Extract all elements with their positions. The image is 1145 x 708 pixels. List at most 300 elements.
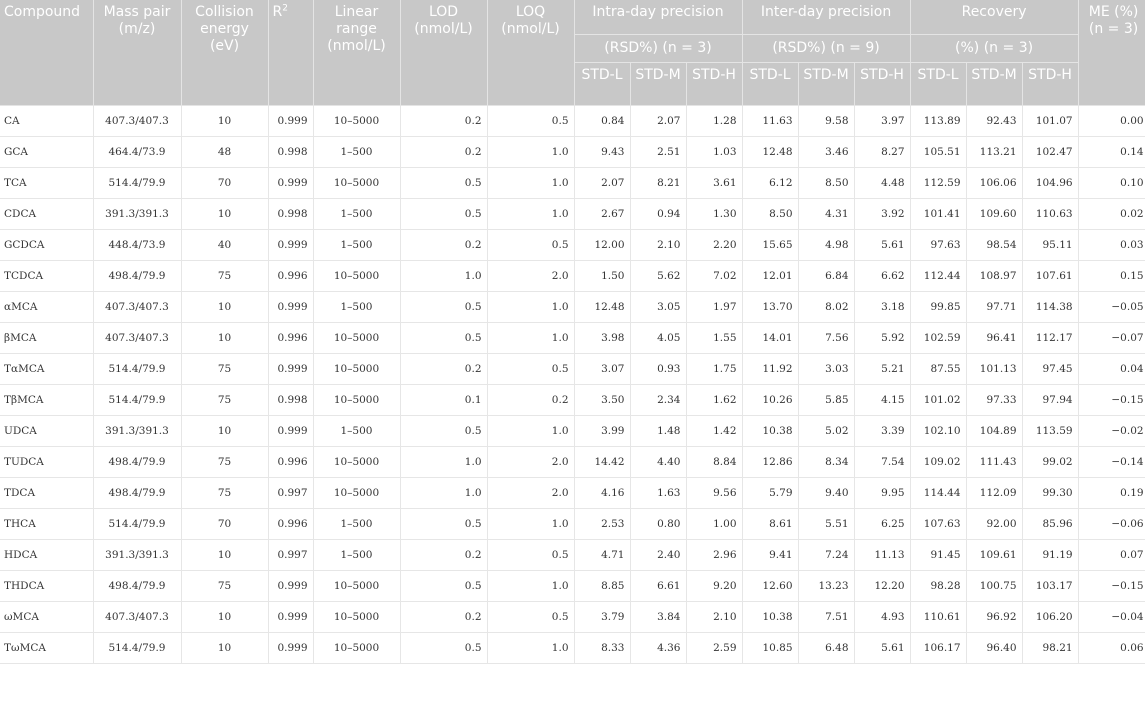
cell-recovery-std-l: 114.44 bbox=[910, 478, 966, 509]
cell-inter-std-m: 8.02 bbox=[798, 292, 854, 323]
cell-collision-energy: 75 bbox=[181, 385, 268, 416]
cell-intra-std-m: 4.05 bbox=[630, 323, 686, 354]
cell-inter-std-m: 6.48 bbox=[798, 633, 854, 664]
cell-recovery-std-m: 97.71 bbox=[966, 292, 1022, 323]
cell-recovery-std-m: 101.13 bbox=[966, 354, 1022, 385]
cell-me: 0.00 bbox=[1078, 106, 1145, 137]
cell-inter-std-l: 12.01 bbox=[742, 261, 798, 292]
header-inter-day: Inter-day precision bbox=[742, 0, 910, 35]
cell-me: 0.02 bbox=[1078, 199, 1145, 230]
cell-recovery-std-m: 92.00 bbox=[966, 509, 1022, 540]
cell-compound: CA bbox=[0, 106, 93, 137]
cell-compound: TUDCA bbox=[0, 447, 93, 478]
table-row bbox=[0, 199, 1145, 230]
cell-mass-pair: 407.3/407.3 bbox=[93, 292, 181, 323]
cell-recovery-std-m: 112.09 bbox=[966, 478, 1022, 509]
cell-linear-range: 1–500 bbox=[313, 540, 400, 571]
cell-intra-std-h: 1.28 bbox=[686, 106, 742, 137]
cell-intra-std-l: 2.67 bbox=[574, 199, 630, 230]
cell-me: −0.04 bbox=[1078, 602, 1145, 633]
cell-linear-range: 10–5000 bbox=[313, 571, 400, 602]
cell-inter-std-l: 12.86 bbox=[742, 447, 798, 478]
cell-inter-std-l: 11.63 bbox=[742, 106, 798, 137]
cell-intra-std-m: 2.40 bbox=[630, 540, 686, 571]
cell-loq: 1.0 bbox=[487, 323, 574, 354]
cell-compound: CDCA bbox=[0, 199, 93, 230]
cell-recovery-std-l: 107.63 bbox=[910, 509, 966, 540]
header-r-squared bbox=[268, 0, 313, 106]
cell-intra-std-m: 0.93 bbox=[630, 354, 686, 385]
cell-intra-std-l: 8.85 bbox=[574, 571, 630, 602]
cell-me: −0.06 bbox=[1078, 509, 1145, 540]
cell-inter-std-m: 9.58 bbox=[798, 106, 854, 137]
header-inter-std-m: STD-M bbox=[798, 63, 854, 106]
cell-inter-std-m: 8.34 bbox=[798, 447, 854, 478]
cell-r-squared: 0.996 bbox=[268, 509, 313, 540]
cell-mass-pair: 498.4/79.9 bbox=[93, 447, 181, 478]
cell-linear-range: 10–5000 bbox=[313, 633, 400, 664]
cell-linear-range: 10–5000 bbox=[313, 261, 400, 292]
cell-inter-std-h: 3.97 bbox=[854, 106, 910, 137]
cell-inter-std-h: 8.27 bbox=[854, 137, 910, 168]
cell-recovery-std-l: 113.89 bbox=[910, 106, 966, 137]
cell-lod: 0.5 bbox=[400, 571, 487, 602]
cell-collision-energy: 75 bbox=[181, 447, 268, 478]
cell-recovery-std-l: 109.02 bbox=[910, 447, 966, 478]
cell-me: 0.19 bbox=[1078, 478, 1145, 509]
cell-me: 0.06 bbox=[1078, 633, 1145, 664]
cell-collision-energy: 75 bbox=[181, 354, 268, 385]
cell-inter-std-l: 9.41 bbox=[742, 540, 798, 571]
cell-recovery-std-l: 112.59 bbox=[910, 168, 966, 199]
cell-r-squared: 0.999 bbox=[268, 633, 313, 664]
cell-me: −0.15 bbox=[1078, 385, 1145, 416]
cell-loq: 1.0 bbox=[487, 633, 574, 664]
cell-recovery-std-l: 98.28 bbox=[910, 571, 966, 602]
cell-compound: UDCA bbox=[0, 416, 93, 447]
header-inter-std-l: STD-L bbox=[742, 63, 798, 106]
cell-collision-energy: 70 bbox=[181, 168, 268, 199]
table-row bbox=[0, 168, 1145, 199]
cell-compound: αMCA bbox=[0, 292, 93, 323]
cell-inter-std-m: 3.03 bbox=[798, 354, 854, 385]
cell-me: −0.14 bbox=[1078, 447, 1145, 478]
cell-inter-std-h: 3.92 bbox=[854, 199, 910, 230]
cell-loq: 0.5 bbox=[487, 106, 574, 137]
cell-intra-std-m: 3.84 bbox=[630, 602, 686, 633]
cell-intra-std-l: 4.71 bbox=[574, 540, 630, 571]
cell-linear-range: 10–5000 bbox=[313, 323, 400, 354]
cell-linear-range: 1–500 bbox=[313, 230, 400, 261]
header-lod: LOD (nmol/L) bbox=[400, 0, 487, 106]
cell-intra-std-l: 12.00 bbox=[574, 230, 630, 261]
cell-inter-std-h: 6.62 bbox=[854, 261, 910, 292]
cell-intra-std-h: 1.42 bbox=[686, 416, 742, 447]
cell-linear-range: 10–5000 bbox=[313, 168, 400, 199]
cell-inter-std-h: 4.93 bbox=[854, 602, 910, 633]
cell-lod: 1.0 bbox=[400, 261, 487, 292]
cell-intra-std-m: 4.40 bbox=[630, 447, 686, 478]
cell-lod: 1.0 bbox=[400, 478, 487, 509]
cell-lod: 0.5 bbox=[400, 509, 487, 540]
cell-recovery-std-h: 99.02 bbox=[1022, 447, 1078, 478]
cell-mass-pair: 514.4/79.9 bbox=[93, 509, 181, 540]
cell-recovery-std-h: 97.45 bbox=[1022, 354, 1078, 385]
header-recovery-std-h: STD-H bbox=[1022, 63, 1078, 106]
cell-recovery-std-m: 109.60 bbox=[966, 199, 1022, 230]
cell-intra-std-l: 2.07 bbox=[574, 168, 630, 199]
cell-linear-range: 10–5000 bbox=[313, 354, 400, 385]
cell-r-squared: 0.999 bbox=[268, 106, 313, 137]
cell-recovery-std-m: 109.61 bbox=[966, 540, 1022, 571]
cell-loq: 1.0 bbox=[487, 137, 574, 168]
cell-intra-std-h: 1.03 bbox=[686, 137, 742, 168]
cell-recovery-std-l: 87.55 bbox=[910, 354, 966, 385]
cell-intra-std-h: 2.20 bbox=[686, 230, 742, 261]
table-row bbox=[0, 106, 1145, 137]
header-r2-sup: 2 bbox=[282, 3, 288, 14]
cell-intra-std-h: 9.56 bbox=[686, 478, 742, 509]
cell-recovery-std-h: 106.20 bbox=[1022, 602, 1078, 633]
cell-inter-std-h: 12.20 bbox=[854, 571, 910, 602]
cell-me: −0.02 bbox=[1078, 416, 1145, 447]
cell-collision-energy: 75 bbox=[181, 261, 268, 292]
cell-recovery-std-l: 101.41 bbox=[910, 199, 966, 230]
cell-r-squared: 0.999 bbox=[268, 354, 313, 385]
cell-recovery-std-m: 98.54 bbox=[966, 230, 1022, 261]
cell-intra-std-l: 3.99 bbox=[574, 416, 630, 447]
header-inter-std-h: STD-H bbox=[854, 63, 910, 106]
cell-inter-std-m: 7.51 bbox=[798, 602, 854, 633]
cell-compound: THDCA bbox=[0, 571, 93, 602]
cell-collision-energy: 10 bbox=[181, 416, 268, 447]
cell-intra-std-l: 0.84 bbox=[574, 106, 630, 137]
table-row bbox=[0, 602, 1145, 633]
cell-intra-std-m: 8.21 bbox=[630, 168, 686, 199]
cell-loq: 1.0 bbox=[487, 168, 574, 199]
cell-inter-std-h: 5.92 bbox=[854, 323, 910, 354]
header-intra-std-l: STD-L bbox=[574, 63, 630, 106]
cell-recovery-std-l: 112.44 bbox=[910, 261, 966, 292]
cell-mass-pair: 391.3/391.3 bbox=[93, 199, 181, 230]
cell-recovery-std-h: 99.30 bbox=[1022, 478, 1078, 509]
cell-intra-std-l: 9.43 bbox=[574, 137, 630, 168]
cell-inter-std-m: 4.98 bbox=[798, 230, 854, 261]
table-row bbox=[0, 540, 1145, 571]
table-row bbox=[0, 354, 1145, 385]
cell-loq: 1.0 bbox=[487, 571, 574, 602]
cell-intra-std-m: 0.94 bbox=[630, 199, 686, 230]
cell-intra-std-m: 6.61 bbox=[630, 571, 686, 602]
cell-intra-std-h: 9.20 bbox=[686, 571, 742, 602]
cell-me: 0.07 bbox=[1078, 540, 1145, 571]
cell-lod: 0.1 bbox=[400, 385, 487, 416]
cell-r-squared: 0.999 bbox=[268, 602, 313, 633]
header-inter-sub: (RSD%) (n = 9) bbox=[742, 35, 910, 63]
cell-inter-std-m: 4.31 bbox=[798, 199, 854, 230]
cell-r-squared: 0.999 bbox=[268, 416, 313, 447]
cell-compound: ωMCA bbox=[0, 602, 93, 633]
cell-inter-std-m: 7.56 bbox=[798, 323, 854, 354]
header-recovery-std-m: STD-M bbox=[966, 63, 1022, 106]
cell-inter-std-h: 5.61 bbox=[854, 633, 910, 664]
cell-lod: 0.5 bbox=[400, 168, 487, 199]
cell-compound: βMCA bbox=[0, 323, 93, 354]
cell-inter-std-l: 11.92 bbox=[742, 354, 798, 385]
cell-lod: 0.2 bbox=[400, 540, 487, 571]
cell-linear-range: 1–500 bbox=[313, 509, 400, 540]
cell-intra-std-m: 1.48 bbox=[630, 416, 686, 447]
table-body bbox=[0, 106, 1145, 664]
header-r2-base: R bbox=[272, 4, 283, 20]
table-row bbox=[0, 509, 1145, 540]
cell-r-squared: 0.999 bbox=[268, 230, 313, 261]
cell-mass-pair: 464.4/73.9 bbox=[93, 137, 181, 168]
header-mass-pair: Mass pair (m/z) bbox=[93, 0, 181, 106]
cell-mass-pair: 407.3/407.3 bbox=[93, 602, 181, 633]
cell-collision-energy: 10 bbox=[181, 540, 268, 571]
cell-collision-energy: 40 bbox=[181, 230, 268, 261]
cell-intra-std-m: 5.62 bbox=[630, 261, 686, 292]
table-row bbox=[0, 416, 1145, 447]
table-row bbox=[0, 137, 1145, 168]
cell-inter-std-l: 8.50 bbox=[742, 199, 798, 230]
cell-compound: TCDCA bbox=[0, 261, 93, 292]
cell-collision-energy: 10 bbox=[181, 292, 268, 323]
cell-intra-std-h: 7.02 bbox=[686, 261, 742, 292]
cell-recovery-std-l: 106.17 bbox=[910, 633, 966, 664]
cell-intra-std-l: 1.50 bbox=[574, 261, 630, 292]
cell-intra-std-m: 2.07 bbox=[630, 106, 686, 137]
cell-recovery-std-h: 101.07 bbox=[1022, 106, 1078, 137]
cell-collision-energy: 10 bbox=[181, 323, 268, 354]
cell-inter-std-h: 6.25 bbox=[854, 509, 910, 540]
cell-loq: 0.5 bbox=[487, 354, 574, 385]
table-row bbox=[0, 385, 1145, 416]
cell-inter-std-l: 12.48 bbox=[742, 137, 798, 168]
cell-intra-std-m: 2.34 bbox=[630, 385, 686, 416]
cell-intra-std-l: 3.50 bbox=[574, 385, 630, 416]
cell-intra-std-m: 0.80 bbox=[630, 509, 686, 540]
cell-me: 0.14 bbox=[1078, 137, 1145, 168]
cell-intra-std-m: 3.05 bbox=[630, 292, 686, 323]
header-loq: LOQ (nmol/L) bbox=[487, 0, 574, 106]
table-row bbox=[0, 261, 1145, 292]
cell-me: 0.04 bbox=[1078, 354, 1145, 385]
cell-collision-energy: 10 bbox=[181, 199, 268, 230]
cell-inter-std-l: 10.38 bbox=[742, 416, 798, 447]
header-recovery: Recovery bbox=[910, 0, 1078, 35]
cell-inter-std-h: 5.21 bbox=[854, 354, 910, 385]
table-row bbox=[0, 447, 1145, 478]
cell-r-squared: 0.999 bbox=[268, 571, 313, 602]
cell-lod: 0.5 bbox=[400, 416, 487, 447]
cell-compound: GCDCA bbox=[0, 230, 93, 261]
table-row bbox=[0, 292, 1145, 323]
cell-loq: 2.0 bbox=[487, 478, 574, 509]
cell-inter-std-h: 4.15 bbox=[854, 385, 910, 416]
cell-inter-std-h: 11.13 bbox=[854, 540, 910, 571]
cell-loq: 0.5 bbox=[487, 540, 574, 571]
header-intra-std-m: STD-M bbox=[630, 63, 686, 106]
cell-inter-std-m: 9.40 bbox=[798, 478, 854, 509]
cell-mass-pair: 391.3/391.3 bbox=[93, 416, 181, 447]
cell-intra-std-m: 2.51 bbox=[630, 137, 686, 168]
cell-recovery-std-h: 114.38 bbox=[1022, 292, 1078, 323]
table-row bbox=[0, 633, 1145, 664]
cell-intra-std-h: 1.00 bbox=[686, 509, 742, 540]
cell-intra-std-l: 4.16 bbox=[574, 478, 630, 509]
table-row bbox=[0, 478, 1145, 509]
cell-linear-range: 10–5000 bbox=[313, 602, 400, 633]
cell-lod: 0.5 bbox=[400, 292, 487, 323]
cell-loq: 1.0 bbox=[487, 416, 574, 447]
cell-intra-std-m: 1.63 bbox=[630, 478, 686, 509]
cell-recovery-std-h: 104.96 bbox=[1022, 168, 1078, 199]
cell-inter-std-m: 13.23 bbox=[798, 571, 854, 602]
cell-loq: 0.5 bbox=[487, 602, 574, 633]
cell-inter-std-m: 6.84 bbox=[798, 261, 854, 292]
cell-intra-std-h: 1.55 bbox=[686, 323, 742, 354]
table-row bbox=[0, 230, 1145, 261]
cell-lod: 0.5 bbox=[400, 199, 487, 230]
cell-compound: THCA bbox=[0, 509, 93, 540]
cell-intra-std-h: 2.10 bbox=[686, 602, 742, 633]
cell-recovery-std-m: 96.92 bbox=[966, 602, 1022, 633]
cell-inter-std-m: 8.50 bbox=[798, 168, 854, 199]
cell-inter-std-m: 5.02 bbox=[798, 416, 854, 447]
cell-r-squared: 0.998 bbox=[268, 385, 313, 416]
table-row bbox=[0, 323, 1145, 354]
header-recovery-sub: (%) (n = 3) bbox=[910, 35, 1078, 63]
cell-recovery-std-l: 97.63 bbox=[910, 230, 966, 261]
cell-intra-std-m: 4.36 bbox=[630, 633, 686, 664]
cell-compound: TαMCA bbox=[0, 354, 93, 385]
cell-compound: TωMCA bbox=[0, 633, 93, 664]
cell-inter-std-h: 7.54 bbox=[854, 447, 910, 478]
header-intra-std-h: STD-H bbox=[686, 63, 742, 106]
cell-intra-std-h: 1.97 bbox=[686, 292, 742, 323]
cell-inter-std-l: 10.26 bbox=[742, 385, 798, 416]
cell-lod: 0.2 bbox=[400, 230, 487, 261]
cell-lod: 0.2 bbox=[400, 106, 487, 137]
cell-linear-range: 10–5000 bbox=[313, 385, 400, 416]
cell-intra-std-h: 1.75 bbox=[686, 354, 742, 385]
cell-lod: 0.2 bbox=[400, 137, 487, 168]
cell-inter-std-l: 5.79 bbox=[742, 478, 798, 509]
cell-collision-energy: 10 bbox=[181, 633, 268, 664]
cell-mass-pair: 498.4/79.9 bbox=[93, 478, 181, 509]
cell-lod: 0.2 bbox=[400, 354, 487, 385]
cell-recovery-std-m: 96.41 bbox=[966, 323, 1022, 354]
cell-intra-std-l: 14.42 bbox=[574, 447, 630, 478]
cell-recovery-std-h: 98.21 bbox=[1022, 633, 1078, 664]
cell-recovery-std-h: 97.94 bbox=[1022, 385, 1078, 416]
cell-r-squared: 0.998 bbox=[268, 199, 313, 230]
cell-me: 0.03 bbox=[1078, 230, 1145, 261]
cell-recovery-std-m: 113.21 bbox=[966, 137, 1022, 168]
cell-collision-energy: 75 bbox=[181, 571, 268, 602]
cell-me: −0.07 bbox=[1078, 323, 1145, 354]
table-header bbox=[0, 0, 1145, 106]
cell-collision-energy: 48 bbox=[181, 137, 268, 168]
cell-recovery-std-l: 102.59 bbox=[910, 323, 966, 354]
cell-mass-pair: 514.4/79.9 bbox=[93, 168, 181, 199]
cell-inter-std-h: 4.48 bbox=[854, 168, 910, 199]
cell-loq: 0.2 bbox=[487, 385, 574, 416]
cell-mass-pair: 407.3/407.3 bbox=[93, 323, 181, 354]
cell-inter-std-m: 3.46 bbox=[798, 137, 854, 168]
cell-mass-pair: 498.4/79.9 bbox=[93, 261, 181, 292]
cell-lod: 0.2 bbox=[400, 602, 487, 633]
header-collision-energy: Collision energy (eV) bbox=[181, 0, 268, 106]
cell-inter-std-l: 13.70 bbox=[742, 292, 798, 323]
cell-inter-std-m: 5.85 bbox=[798, 385, 854, 416]
cell-compound: TDCA bbox=[0, 478, 93, 509]
cell-collision-energy: 10 bbox=[181, 106, 268, 137]
cell-inter-std-l: 6.12 bbox=[742, 168, 798, 199]
table-row bbox=[0, 571, 1145, 602]
cell-inter-std-h: 3.18 bbox=[854, 292, 910, 323]
cell-intra-std-h: 1.62 bbox=[686, 385, 742, 416]
cell-inter-std-l: 14.01 bbox=[742, 323, 798, 354]
cell-loq: 2.0 bbox=[487, 261, 574, 292]
cell-recovery-std-h: 112.17 bbox=[1022, 323, 1078, 354]
cell-inter-std-m: 5.51 bbox=[798, 509, 854, 540]
cell-recovery-std-m: 111.43 bbox=[966, 447, 1022, 478]
cell-recovery-std-l: 105.51 bbox=[910, 137, 966, 168]
cell-linear-range: 10–5000 bbox=[313, 478, 400, 509]
cell-intra-std-h: 2.96 bbox=[686, 540, 742, 571]
cell-intra-std-h: 8.84 bbox=[686, 447, 742, 478]
cell-intra-std-l: 8.33 bbox=[574, 633, 630, 664]
cell-recovery-std-h: 107.61 bbox=[1022, 261, 1078, 292]
cell-me: 0.10 bbox=[1078, 168, 1145, 199]
cell-recovery-std-l: 110.61 bbox=[910, 602, 966, 633]
cell-recovery-std-m: 106.06 bbox=[966, 168, 1022, 199]
cell-intra-std-l: 3.79 bbox=[574, 602, 630, 633]
cell-intra-std-h: 3.61 bbox=[686, 168, 742, 199]
cell-compound: TCA bbox=[0, 168, 93, 199]
cell-recovery-std-m: 96.40 bbox=[966, 633, 1022, 664]
cell-inter-std-l: 10.85 bbox=[742, 633, 798, 664]
cell-recovery-std-m: 108.97 bbox=[966, 261, 1022, 292]
cell-intra-std-l: 3.98 bbox=[574, 323, 630, 354]
cell-inter-std-m: 7.24 bbox=[798, 540, 854, 571]
cell-r-squared: 0.998 bbox=[268, 137, 313, 168]
header-compound: Compound bbox=[0, 0, 93, 106]
cell-me: 0.15 bbox=[1078, 261, 1145, 292]
cell-linear-range: 10–5000 bbox=[313, 106, 400, 137]
cell-inter-std-l: 15.65 bbox=[742, 230, 798, 261]
cell-recovery-std-l: 101.02 bbox=[910, 385, 966, 416]
cell-intra-std-h: 1.30 bbox=[686, 199, 742, 230]
cell-recovery-std-l: 102.10 bbox=[910, 416, 966, 447]
cell-compound: TβMCA bbox=[0, 385, 93, 416]
cell-recovery-std-m: 92.43 bbox=[966, 106, 1022, 137]
cell-linear-range: 1–500 bbox=[313, 292, 400, 323]
cell-r-squared: 0.997 bbox=[268, 478, 313, 509]
cell-recovery-std-m: 97.33 bbox=[966, 385, 1022, 416]
cell-mass-pair: 514.4/79.9 bbox=[93, 385, 181, 416]
cell-intra-std-l: 3.07 bbox=[574, 354, 630, 385]
cell-recovery-std-h: 91.19 bbox=[1022, 540, 1078, 571]
cell-lod: 0.5 bbox=[400, 323, 487, 354]
cell-mass-pair: 391.3/391.3 bbox=[93, 540, 181, 571]
cell-loq: 1.0 bbox=[487, 292, 574, 323]
cell-lod: 1.0 bbox=[400, 447, 487, 478]
cell-compound: HDCA bbox=[0, 540, 93, 571]
